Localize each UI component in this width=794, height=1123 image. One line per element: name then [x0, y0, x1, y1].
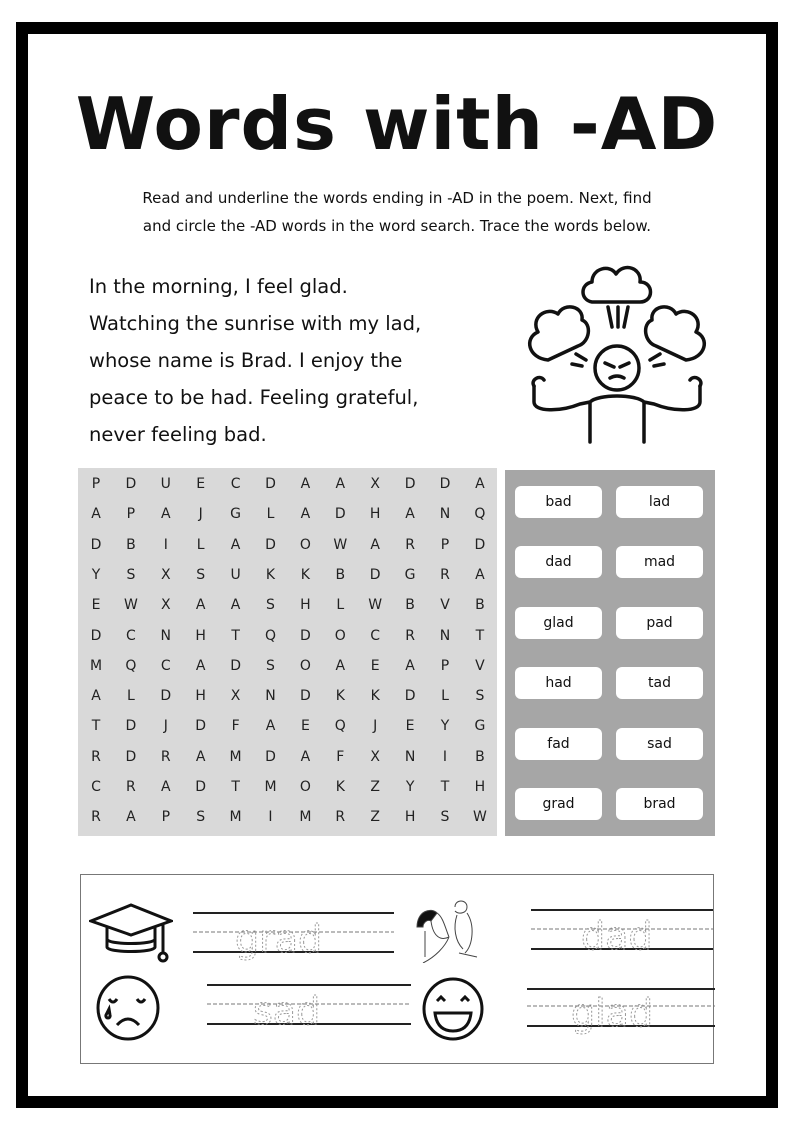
- grid-letter[interactable]: B: [475, 748, 485, 765]
- trace-line-grad: [191, 905, 396, 967]
- grid-letter[interactable]: D: [195, 718, 207, 735]
- grid-letter[interactable]: D: [230, 657, 241, 674]
- grid-letter[interactable]: A: [126, 809, 136, 826]
- grid-letter[interactable]: A: [335, 657, 346, 674]
- word-bank-item: had: [515, 667, 602, 699]
- grid-letter[interactable]: D: [300, 627, 311, 644]
- grid-letter[interactable]: E: [91, 597, 101, 614]
- grid-letter[interactable]: X: [370, 748, 380, 765]
- grid-letter[interactable]: A: [300, 748, 311, 765]
- grid-letter[interactable]: D: [334, 506, 346, 523]
- trace-word-grad: grad: [235, 917, 323, 961]
- grid-letter[interactable]: A: [265, 718, 276, 735]
- trace-line-sad: [205, 977, 415, 1039]
- grid-letter[interactable]: G: [404, 566, 416, 583]
- grid-letter[interactable]: T: [440, 779, 450, 795]
- grid-letter[interactable]: C: [160, 657, 171, 674]
- grid-letter[interactable]: F: [231, 718, 240, 735]
- grid-letter[interactable]: D: [265, 476, 276, 492]
- grid-letter[interactable]: P: [161, 809, 171, 826]
- graduation-cap-icon: [89, 903, 173, 963]
- poem-line: never feeling bad.: [89, 423, 267, 446]
- grid-letter[interactable]: X: [161, 597, 171, 614]
- grid-letter[interactable]: K: [335, 688, 345, 705]
- grid-letter[interactable]: Q: [264, 627, 277, 644]
- grid-letter[interactable]: D: [474, 536, 486, 553]
- grid-letter[interactable]: R: [91, 809, 101, 826]
- poem-line: peace to be had. Feeling grateful,: [89, 386, 419, 409]
- grid-letter[interactable]: S: [196, 566, 206, 583]
- grid-letter[interactable]: A: [370, 536, 380, 553]
- grid-letter[interactable]: J: [163, 718, 168, 735]
- grid-letter[interactable]: U: [230, 566, 241, 583]
- grid-letter[interactable]: Q: [125, 657, 137, 674]
- grid-letter[interactable]: D: [125, 476, 137, 492]
- grid-letter[interactable]: Z: [370, 779, 380, 795]
- grid-letter[interactable]: H: [404, 809, 416, 826]
- grid-letter[interactable]: Q: [334, 718, 346, 735]
- happy-face-icon: [421, 977, 485, 1041]
- word-bank-item: sad: [616, 728, 703, 760]
- grid-letter[interactable]: P: [126, 506, 136, 523]
- grid-letter[interactable]: O: [299, 536, 311, 553]
- grid-letter[interactable]: J: [198, 506, 203, 523]
- grid-letter[interactable]: C: [91, 779, 101, 795]
- grid-letter[interactable]: A: [161, 506, 171, 523]
- trace-line-glad: [525, 983, 717, 1045]
- word-bank-item: brad: [616, 788, 703, 820]
- grid-letter[interactable]: W: [368, 597, 383, 614]
- grid-letter[interactable]: M: [264, 779, 277, 795]
- grid-letter[interactable]: N: [404, 748, 416, 765]
- grid-letter[interactable]: V: [475, 657, 485, 674]
- grid-letter[interactable]: D: [404, 476, 416, 492]
- grid-letter[interactable]: L: [126, 688, 135, 705]
- grid-letter[interactable]: M: [229, 809, 242, 826]
- grid-letter[interactable]: D: [265, 536, 276, 553]
- grid-letter[interactable]: D: [404, 688, 416, 705]
- grid-letter[interactable]: D: [125, 718, 137, 735]
- poem-line: In the morning, I feel glad.: [89, 275, 348, 298]
- word-bank: [505, 470, 715, 836]
- grid-letter[interactable]: D: [300, 688, 311, 705]
- grid-letter[interactable]: E: [196, 476, 206, 492]
- grid-letter[interactable]: I: [442, 748, 448, 765]
- grid-letter[interactable]: A: [300, 506, 311, 523]
- grid-letter[interactable]: O: [299, 779, 311, 795]
- grid-letter[interactable]: S: [475, 688, 485, 705]
- grid-letter[interactable]: H: [300, 597, 311, 614]
- grid-letter[interactable]: A: [405, 657, 415, 674]
- grid-letter[interactable]: S: [126, 566, 136, 583]
- instructions-line-1: Read and underline the words ending in -AD in the poem. Next, find: [142, 189, 652, 207]
- word-bank-item: mad: [616, 546, 703, 578]
- word-bank-item: grad: [515, 788, 602, 820]
- poem: [89, 268, 421, 453]
- word-bank-item: glad: [515, 607, 602, 639]
- grid-letter[interactable]: K: [265, 566, 276, 583]
- grid-letter[interactable]: G: [230, 506, 242, 523]
- grid-letter[interactable]: L: [336, 597, 345, 614]
- grid-letter[interactable]: B: [126, 536, 136, 553]
- word-bank-item: pad: [616, 607, 703, 639]
- grid-letter[interactable]: S: [440, 809, 450, 826]
- grid-letter[interactable]: D: [160, 688, 172, 705]
- grid-letter[interactable]: R: [160, 748, 171, 765]
- grid-letter[interactable]: R: [405, 627, 415, 644]
- grid-letter[interactable]: R: [126, 779, 136, 795]
- grid-letter[interactable]: Y: [405, 779, 415, 795]
- grid-letter[interactable]: A: [335, 476, 346, 492]
- grid-letter[interactable]: X: [161, 566, 171, 583]
- grid-letter[interactable]: Q: [474, 506, 486, 523]
- grid-letter[interactable]: C: [370, 627, 381, 644]
- grid-letter[interactable]: P: [91, 476, 101, 492]
- grid-letter[interactable]: N: [265, 688, 276, 705]
- grid-letter[interactable]: A: [230, 597, 241, 614]
- grid-letter[interactable]: Z: [370, 809, 380, 826]
- grid-letter[interactable]: G: [474, 718, 486, 735]
- poem-line: whose name is Brad. I enjoy the: [89, 349, 403, 372]
- grid-letter[interactable]: I: [163, 536, 168, 553]
- grid-letter[interactable]: S: [266, 657, 275, 674]
- word-bank-item: dad: [515, 546, 602, 578]
- grid-letter[interactable]: U: [160, 476, 171, 492]
- grid-letter[interactable]: V: [440, 597, 450, 614]
- grid-letter[interactable]: J: [373, 718, 378, 735]
- grid-letter[interactable]: B: [405, 597, 415, 614]
- grid-letter[interactable]: S: [266, 597, 275, 614]
- grid-letter[interactable]: D: [439, 476, 451, 492]
- word-bank-item: fad: [515, 728, 602, 760]
- grid-letter[interactable]: T: [231, 779, 240, 795]
- grid-letter[interactable]: I: [268, 809, 273, 826]
- grid-letter[interactable]: D: [195, 779, 207, 795]
- grid-letter[interactable]: K: [370, 688, 380, 705]
- grid-letter[interactable]: M: [89, 657, 103, 674]
- grid-letter[interactable]: W: [123, 597, 138, 614]
- grid-letter[interactable]: R: [91, 748, 101, 765]
- grid-letter[interactable]: A: [475, 566, 485, 583]
- grid-letter[interactable]: A: [91, 506, 101, 523]
- grid-letter[interactable]: L: [196, 536, 205, 553]
- grid-letter[interactable]: D: [125, 748, 137, 765]
- grid-letter[interactable]: H: [474, 779, 486, 795]
- grid-letter[interactable]: M: [299, 809, 312, 826]
- grid-letter[interactable]: A: [405, 506, 415, 523]
- grid-letter[interactable]: W: [333, 536, 348, 553]
- grid-letter[interactable]: O: [299, 657, 311, 674]
- grid-letter[interactable]: P: [440, 657, 450, 674]
- grid-letter[interactable]: L: [441, 688, 449, 705]
- word-bank-item: bad: [515, 486, 602, 518]
- grid-letter[interactable]: S: [196, 809, 206, 826]
- grid-letter[interactable]: P: [440, 536, 450, 553]
- grid-letter[interactable]: F: [336, 748, 345, 765]
- grid-letter[interactable]: H: [195, 688, 206, 705]
- grid-letter[interactable]: H: [195, 627, 206, 644]
- trace-word-glad: glad: [571, 991, 654, 1035]
- angry-person-icon: [520, 262, 715, 444]
- grid-letter[interactable]: A: [230, 536, 241, 553]
- grid-letter[interactable]: T: [475, 627, 485, 644]
- grid-letter[interactable]: A: [161, 779, 171, 795]
- trace-word-dad: dad: [581, 914, 653, 958]
- grid-letter[interactable]: D: [369, 566, 381, 583]
- grid-letter[interactable]: A: [475, 476, 485, 492]
- grid-letter[interactable]: N: [439, 627, 451, 644]
- grid-letter[interactable]: R: [440, 566, 450, 583]
- instructions-line-2: and circle the -AD words in the word search. Trace the words below.: [142, 217, 652, 235]
- word-bank-item: lad: [616, 486, 703, 518]
- grid-letter[interactable]: B: [475, 597, 485, 614]
- grid-letter[interactable]: C: [126, 627, 136, 644]
- grid-letter[interactable]: K: [300, 566, 310, 583]
- trace-word-sad: sad: [253, 989, 321, 1033]
- grid-letter[interactable]: K: [335, 779, 345, 795]
- grid-letter[interactable]: Y: [91, 566, 101, 583]
- grid-letter[interactable]: M: [229, 748, 242, 765]
- grid-letter[interactable]: C: [230, 476, 241, 492]
- grid-letter[interactable]: D: [90, 627, 102, 644]
- grid-letter[interactable]: T: [231, 627, 240, 644]
- grid-letter[interactable]: L: [266, 506, 275, 523]
- grid-letter[interactable]: Y: [440, 718, 450, 735]
- grid-letter[interactable]: E: [405, 718, 415, 735]
- grid-letter[interactable]: D: [90, 536, 102, 553]
- grid-letter[interactable]: R: [335, 809, 346, 826]
- grid-letter[interactable]: N: [160, 627, 172, 644]
- crying-face-icon: [95, 975, 161, 1041]
- word-search-grid: [78, 468, 497, 836]
- grid-letter[interactable]: E: [300, 718, 310, 735]
- grid-letter[interactable]: A: [195, 748, 206, 765]
- grid-letter[interactable]: D: [265, 748, 276, 765]
- grid-letter[interactable]: T: [91, 718, 101, 735]
- grid-letter[interactable]: A: [195, 657, 206, 674]
- grid-letter[interactable]: B: [335, 566, 346, 583]
- grid-letter[interactable]: A: [91, 688, 101, 705]
- grid-letter[interactable]: E: [370, 657, 380, 674]
- instructions: [70, 184, 724, 240]
- father-and-baby-image: [415, 897, 481, 963]
- grid-letter[interactable]: W: [472, 809, 487, 826]
- grid-letter[interactable]: X: [370, 476, 380, 492]
- tracing-section: [80, 874, 714, 1064]
- trace-line-dad: [529, 901, 715, 963]
- grid-letter[interactable]: A: [300, 476, 311, 492]
- grid-letter[interactable]: H: [369, 506, 381, 523]
- grid-letter[interactable]: A: [195, 597, 206, 614]
- grid-letter[interactable]: X: [230, 688, 241, 705]
- grid-letter[interactable]: N: [439, 506, 451, 523]
- page-title: Words with -AD: [75, 82, 719, 166]
- grid-letter[interactable]: O: [334, 627, 346, 644]
- grid-letter[interactable]: R: [405, 536, 415, 553]
- poem-line: Watching the sunrise with my lad,: [89, 312, 422, 335]
- word-bank-item: tad: [616, 667, 703, 699]
